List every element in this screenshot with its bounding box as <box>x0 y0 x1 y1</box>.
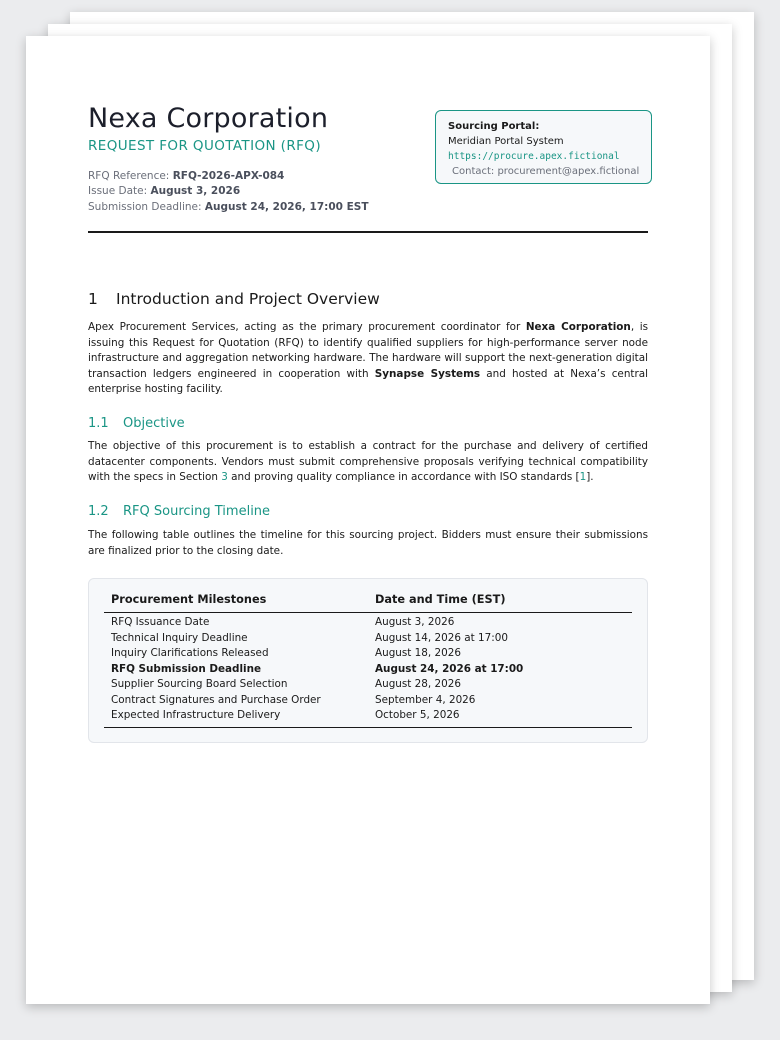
sourcing-portal-box <box>435 110 652 184</box>
citation-link[interactable]: 1 <box>579 471 587 483</box>
portal-system-name: Meridian Portal System <box>448 136 564 147</box>
section-title: Introduction and Project Overview <box>116 290 380 308</box>
objective-paragraph <box>88 439 648 486</box>
timeline-table-card <box>88 578 648 743</box>
table-row <box>104 646 632 662</box>
intro-bold-company: Nexa Corporation <box>525 321 631 333</box>
date-cell: August 24, 2026 at 17:00 <box>375 662 524 675</box>
submission-deadline-value: August 24, 2026, 17:00 EST <box>204 201 369 213</box>
section-number: 1 <box>88 290 98 308</box>
milestone-cell: Supplier Sourcing Board Selection <box>111 678 288 690</box>
intro-text-1: Apex Procurement Services, acting as the primary procurement coordinator for <box>88 321 526 333</box>
date-cell: September 4, 2026 <box>375 693 476 706</box>
issue-date-value: August 3, 2026 <box>150 185 241 197</box>
milestone-cell: Inquiry Clarifications Released <box>111 647 269 659</box>
table-row-highlighted-deadline <box>104 662 632 678</box>
section-reference-link[interactable]: 3 <box>221 471 228 483</box>
subsection-title: RFQ Sourcing Timeline <box>123 504 271 519</box>
intro-bold-partner: Synapse Systems <box>374 367 481 380</box>
subsection-number: 1.2 <box>88 504 109 519</box>
table-body <box>104 613 632 724</box>
milestone-cell: Expected Infrastructure Delivery <box>111 709 281 721</box>
portal-title: Sourcing Portal: <box>448 121 540 132</box>
date-cell: August 3, 2026 <box>375 616 455 628</box>
date-cell: October 5, 2026 <box>375 709 460 721</box>
objective-text-2: and proving quality compliance in accordance with ISO standards [ <box>227 471 580 483</box>
timeline-paragraph: The following table outlines the timeline for this sourcing project. Bidders must ensure their submissions are finalized prior to the closing date. <box>88 529 648 557</box>
table-header-date: Date and Time (EST) <box>375 593 506 606</box>
rfq-reference-label: RFQ Reference: <box>88 170 170 182</box>
header-divider <box>88 231 648 233</box>
intro-text-2: , is issuing this Request for Quotation (RFQ) to identify qualified suppliers for high-performance server node infrastructure and aggregation networking hardware. The hardware will support the next-generation digital transaction ledgers engineered in cooperation with <box>88 321 648 380</box>
milestone-cell: RFQ Issuance Date <box>111 616 210 628</box>
introduction-paragraph <box>88 320 648 398</box>
table-header-milestones: Procurement Milestones <box>111 593 267 606</box>
subsection-heading-objective <box>88 415 185 432</box>
subsection-number: 1.1 <box>88 416 109 431</box>
intro-text-3: and hosted at Nexa’s central enterprise hosting facility. <box>88 367 649 395</box>
table-bottom-rule <box>104 727 632 728</box>
date-cell: August 14, 2026 at 17:00 <box>375 631 508 644</box>
portal-url-link[interactable]: https://procure.apex.fictional <box>448 151 620 162</box>
submission-deadline <box>88 200 369 214</box>
portal-contact-email: Contact: procurement@apex.fictional <box>452 166 640 177</box>
submission-deadline-label: Submission Deadline: <box>88 201 202 213</box>
section-heading-introduction <box>88 289 380 309</box>
milestone-cell: Contract Signatures and Purchase Order <box>111 693 321 706</box>
objective-text-1: The objective of this procurement is to establish a contract for the purchase and delivery of certified datacenter components. Vendors must submit comprehensive proposals verifying technical compatibility with the specs in Section <box>88 440 648 483</box>
rfq-reference-value: RFQ-2026-APX-084 <box>172 170 285 182</box>
table-row <box>104 708 632 724</box>
date-cell: August 18, 2026 <box>375 647 461 659</box>
document-type-subtitle: REQUEST FOR QUOTATION (RFQ) <box>88 138 321 154</box>
table-row <box>104 677 632 693</box>
objective-text-3: ]. <box>586 471 594 483</box>
subsection-title: Objective <box>123 416 185 431</box>
milestone-cell: RFQ Submission Deadline <box>111 662 262 675</box>
timeline-table <box>104 591 632 728</box>
milestone-cell: Technical Inquiry Deadline <box>111 631 248 644</box>
table-row <box>104 631 632 647</box>
subsection-heading-timeline <box>88 503 270 520</box>
table-row <box>104 615 632 631</box>
document-page <box>26 36 710 1004</box>
issue-date-label: Issue Date: <box>88 185 148 197</box>
table-row <box>104 693 632 709</box>
company-title: Nexa Corporation <box>88 103 329 134</box>
table-header-row <box>104 591 632 613</box>
issue-date <box>88 184 240 198</box>
rfq-reference <box>88 169 284 183</box>
date-cell: August 28, 2026 <box>375 678 461 690</box>
